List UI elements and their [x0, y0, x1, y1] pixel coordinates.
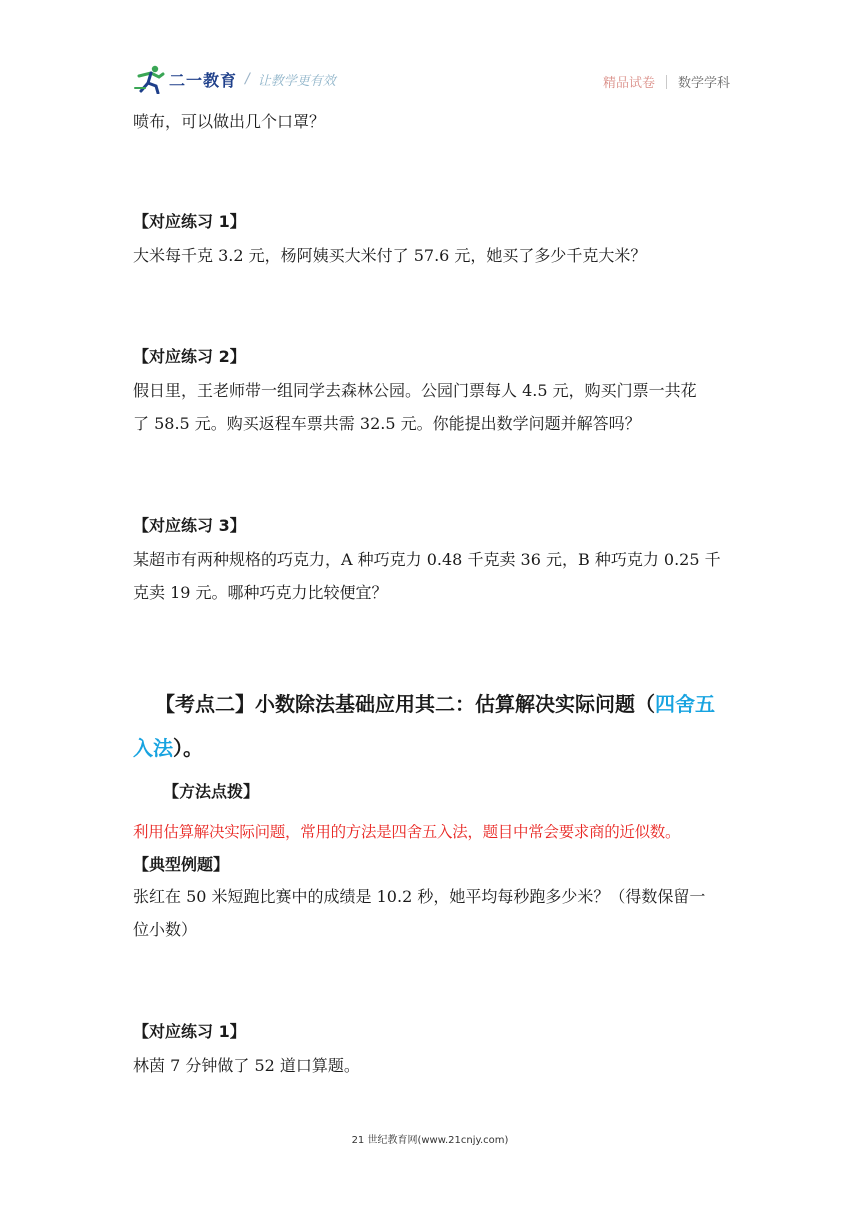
exercise-1-title: 【对应练习 1】 [133, 212, 246, 231]
exercise-3-text-line2: 克卖 19 元。哪种巧克力比较便宜？ [133, 583, 388, 602]
example-text-line1: 张红在 50 米短跑比赛中的成绩是 10.2 秒，她平均每秒跑多少米？（得数保留一 [133, 887, 706, 906]
exercise-3-text-line1: 某超市有两种规格的巧克力，A 种巧克力 0.48 千克卖 36 元，B 种巧克力 0.25 千 [133, 550, 721, 569]
section-title-text: 【考点二】小数除法基础应用其二：估算解决实际问题（ [155, 692, 655, 716]
example-title: 【典型例题】 [133, 855, 230, 874]
exercise-2-text-line2: 了 58.5 元。购买返程车票共需 32.5 元。你能提出数学问题并解答吗？ [133, 414, 641, 433]
running-figure-icon [133, 64, 167, 94]
section-title-end: ）。 [173, 736, 203, 760]
method-text: 利用估算解决实际问题，常用的方法是四舍五入法，题目中常会要求商的近似数。 [133, 823, 681, 841]
section-title-line1 [155, 692, 715, 716]
header-tags [603, 72, 730, 91]
brand-slogan: 让教学更有效 [257, 73, 336, 89]
exercise-3-title: 【对应练习 3】 [133, 516, 246, 535]
page-footer: 21 世纪教育网(www.21cnjy.com) [351, 1135, 509, 1146]
exercise-2-title: 【对应练习 2】 [133, 347, 246, 366]
header-tag-premium: 精品试卷 [602, 76, 655, 91]
header-tag-subject: 数学学科 [677, 76, 730, 91]
section-title-line2 [133, 736, 203, 760]
brand-name: 二一教育 [169, 70, 238, 90]
exercise-1-text: 大米每千克 3.2 元，杨阿姨买大米付了 57.6 元，她买了多少千克大米？ [133, 246, 647, 265]
exercise-4-text: 林茵 7 分钟做了 52 道口算题。 [133, 1056, 360, 1075]
example-text-line2: 位小数） [133, 920, 198, 939]
exercise-4-title: 【对应练习 1】 [133, 1022, 246, 1041]
section-title-highlight: 四舍五 [655, 692, 715, 716]
header-divider [666, 75, 667, 89]
header-logo [133, 62, 348, 96]
paragraph-continued: 喷布，可以做出几个口罩？ [133, 112, 326, 131]
method-title: 【方法点拨】 [163, 782, 260, 801]
header-separator: / [245, 71, 250, 87]
exercise-2-text-line1: 假日里，王老师带一组同学去森林公园。公园门票每人 4.5 元，购买门票一共花 [133, 381, 697, 400]
section-title-highlight-cont: 入法 [133, 736, 173, 760]
